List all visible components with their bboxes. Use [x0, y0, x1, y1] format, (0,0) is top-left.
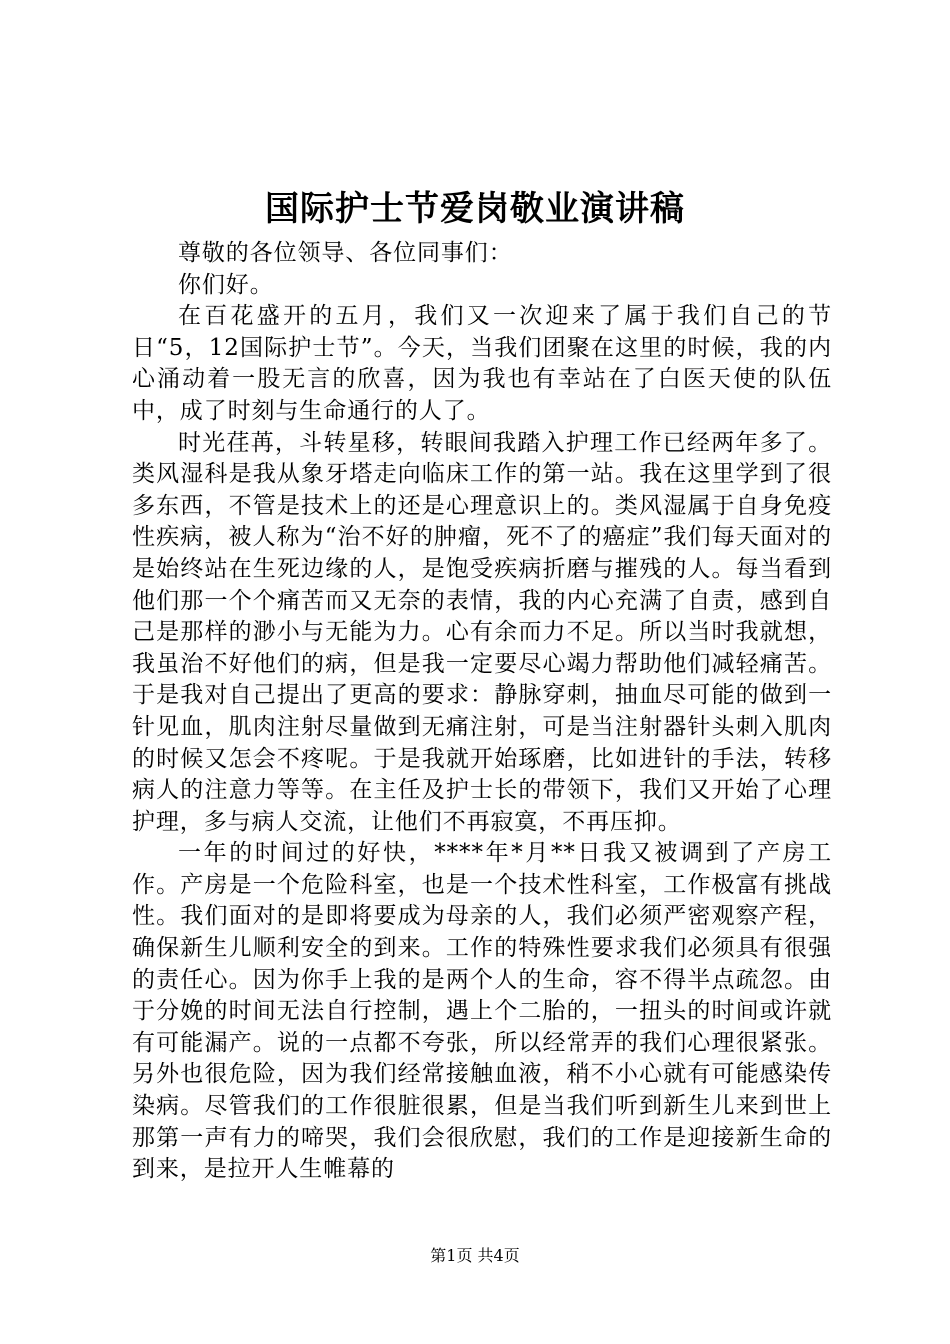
document-title: 国际护士节爱岗敬业演讲稿 — [265, 189, 685, 229]
page-number-footer: 第1页 共4页 — [430, 1246, 520, 1265]
document-body — [132, 238, 832, 1186]
paragraph-rheumatology: 时光荏苒，斗转星移，转眼间我踏入护理工作已经两年多了。类风湿科是我从象牙塔走向临床工作的第一站。我在这里学到了很多东西，不管是技术上的还是心理意识上的。类风湿属于自身免疫性疾病，被人称为“治不好的肿瘤，死不了的癌症”我们每天面对的是始终站在生死边缘的人，是饱受疾病折磨与摧残的人。每当看到他们那一个个痛苦而又无奈的表情，我的内心充满了自责，感到自己是那样的渺小与无能为力。心有余而力不足。所以当时我就想，我虽治不好他们的病，但是我一定要尽心竭力帮助他们减轻痛苦。于是我对自己提出了更高的要求：静脉穿刺，抽血尽可能的做到一针见血，肌肉注射尽量做到无痛注射，可是当注射器针头刺入肌肉的时候又怎会不疼呢。于是我就开始琢磨，比如进针的手法，转移病人的注意力等等。在主任及护士长的带领下，我们又开始了心理护理，多与病人交流，让他们不再寂寞，不再压抑。 — [132, 429, 832, 835]
paragraph-delivery-room: 一年的时间过的好快，****年*月**日我又被调到了产房工作。产房是一个危险科室，也是一个技术性科室，工作极富有挑战性。我们面对的是即将要成为母亲的人，我们必须严密观察产程，确保新生儿顺利安全的到来。工作的特殊性要求我们必须具有很强的责任心。因为你手上我的是两个人的生命，容不得半点疏忽。由于分娩的时间无法自行控制，遇上个二胎的，一扭头的时间或许就有可能漏产。说的一点都不夸张，所以经常弄的我们心理很紧张。另外也很危险，因为我们经常接触血液，稍不小心就有可能感染传染病。尽管我们的工作很脏很累，但是当我们听到新生儿来到世上那第一声有力的啼哭，我们会很欣慰，我们的工作是迎接新生命的到来，是拉开人生帷幕的 — [132, 840, 832, 1183]
paragraph-greeting: 你们好。 — [178, 271, 274, 298]
paragraph-salutation: 尊敬的各位领导、各位同事们： — [178, 240, 513, 266]
paragraph-intro: 在百花盛开的五月，我们又一次迎来了属于我们自己的节日“5，12国际护士节”。今天，当我们团聚在这里的时候，我的内心涌动着一股无言的欣喜，因为我也有幸站在了白医天使的队伍中，成了时刻与生命通行的人了。 — [132, 303, 832, 424]
